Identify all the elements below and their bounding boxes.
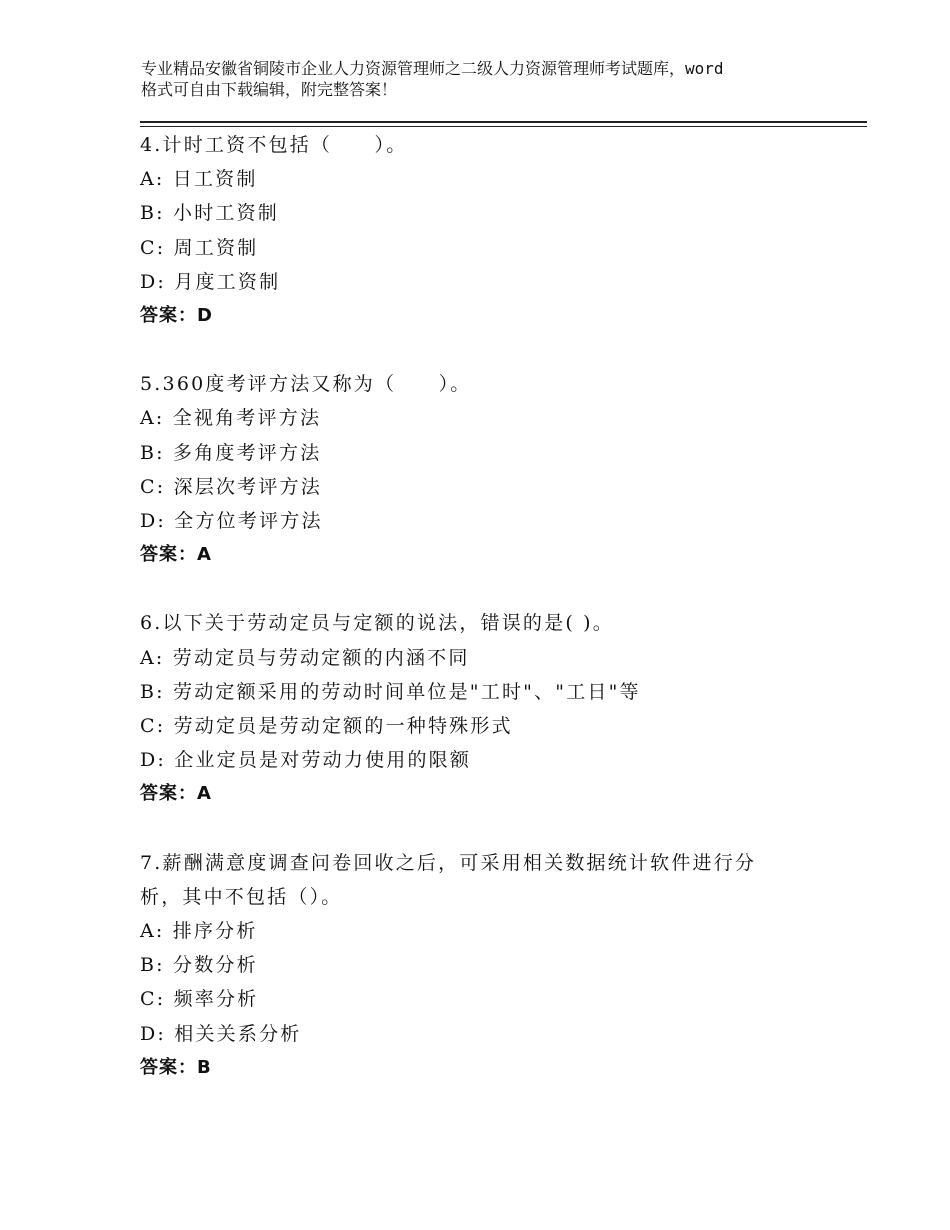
answer-label: 答案：D [140, 305, 213, 327]
option-c: C: 劳动定员是劳动定额的一种特殊形式 [140, 715, 513, 738]
option-c: C: 深层次考评方法 [140, 475, 322, 498]
option-d: D: 企业定员是对劳动力使用的限额 [140, 749, 472, 772]
question-stem: 6.以下关于劳动定员与定额的说法，错误的是( )。 [140, 612, 614, 635]
question-list [140, 128, 840, 1119]
option-b: B: 劳动定额采用的劳动时间单位是"工时"、"工日"等 [140, 680, 641, 703]
option-b: B: 分数分析 [140, 954, 258, 977]
answer-label: 答案：A [140, 544, 212, 566]
option-a: A: 全视角考评方法 [140, 407, 322, 430]
header-divider-thin [140, 126, 867, 127]
header-line-1: 专业精品安徽省铜陵市企业人力资源管理师之二级人力资源管理师考试题库，word [141, 59, 724, 78]
option-a: A: 排序分析 [140, 920, 258, 943]
option-c: C: 周工资制 [140, 236, 259, 259]
option-d: D: 月度工资制 [140, 270, 281, 293]
option-a: A: 劳动定员与劳动定额的内涵不同 [140, 646, 470, 669]
header-divider-thick [140, 121, 867, 123]
option-d: D: 全方位考评方法 [140, 510, 323, 533]
answer-label: 答案：B [140, 1056, 212, 1078]
question-7 [140, 846, 840, 1085]
option-b: B: 多角度考评方法 [140, 441, 322, 464]
answer-label: 答案：A [140, 783, 212, 805]
header-line-2: 格式可自由下载编辑，附完整答案！ [141, 80, 398, 99]
option-b: B: 小时工资制 [140, 202, 280, 225]
option-a: A: 日工资制 [140, 168, 258, 191]
document-header [141, 58, 841, 100]
question-6 [140, 606, 840, 811]
question-stem-line-2: 析，其中不包括（）。 [140, 885, 343, 908]
option-d: D: 相关关系分析 [140, 1022, 302, 1045]
question-5 [140, 367, 840, 572]
option-c: C: 频率分析 [140, 988, 259, 1011]
question-stem: 5.360度考评方法又称为（ ）。 [140, 373, 472, 396]
question-stem: 4.计时工资不包括（ ）。 [140, 134, 408, 156]
question-4 [140, 128, 840, 333]
question-stem-line-1: 7.薪酬满意度调查问卷回收之后，可采用相关数据统计软件进行分 [140, 851, 757, 874]
